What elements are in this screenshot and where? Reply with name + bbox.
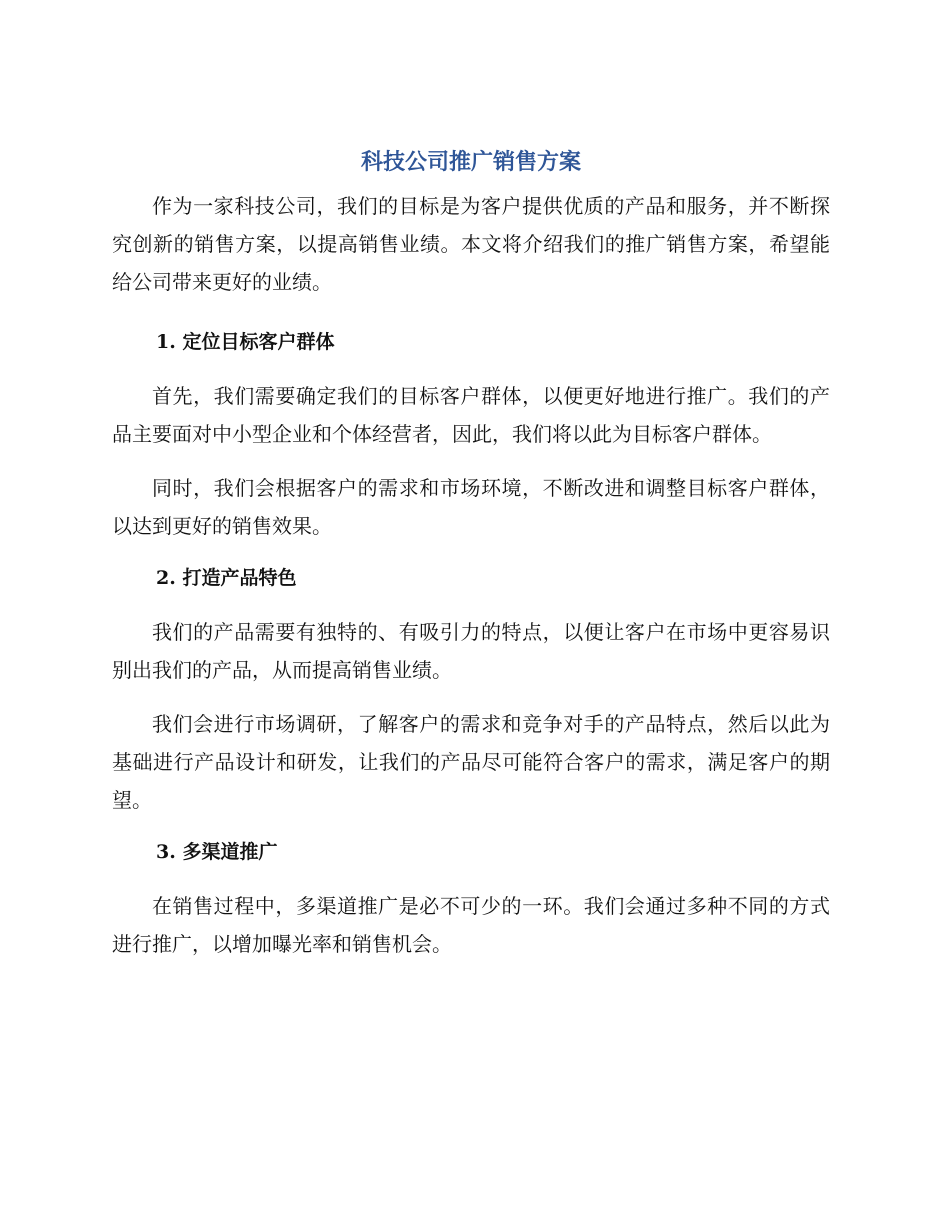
intro-paragraph: 作为一家科技公司，我们的目标是为客户提供优质的产品和服务，并不断探究创新的销售方案，以提高销售业绩。本文将介绍我们的推广销售方案，希望能给公司带来更好的业绩。 xyxy=(112,194,830,294)
section-paragraph: 同时，我们会根据客户的需求和市场环境，不断改进和调整目标客户群体，以达到更好的销售效果。 xyxy=(112,476,830,538)
section-paragraph: 我们会进行市场调研，了解客户的需求和竞争对手的产品特点，然后以此为基础进行产品设计和研发，让我们的产品尽可能符合客户的需求，满足客户的期望。 xyxy=(112,712,830,812)
section-heading: 1. 定位目标客户群体 xyxy=(156,331,335,353)
section-paragraph: 在销售过程中，多渠道推广是必不可少的一环。我们会通过多种不同的方式进行推广，以增加曝光率和销售机会。 xyxy=(112,894,830,956)
section-paragraph: 首先，我们需要确定我们的目标客户群体，以便更好地进行推广。我们的产品主要面对中小型企业和个体经营者，因此，我们将以此为目标客户群体。 xyxy=(112,384,830,446)
section-heading: 3. 多渠道推广 xyxy=(156,841,278,863)
section-paragraph: 我们的产品需要有独特的、有吸引力的特点，以便让客户在市场中更容易识别出我们的产品，从而提高销售业绩。 xyxy=(112,620,830,682)
section-2 xyxy=(112,561,830,819)
section-heading: 2. 打造产品特色 xyxy=(156,567,297,589)
document-content xyxy=(112,143,830,979)
section-3 xyxy=(112,835,830,963)
document-title: 科技公司推广销售方案 xyxy=(360,150,581,175)
section-1 xyxy=(112,325,830,545)
